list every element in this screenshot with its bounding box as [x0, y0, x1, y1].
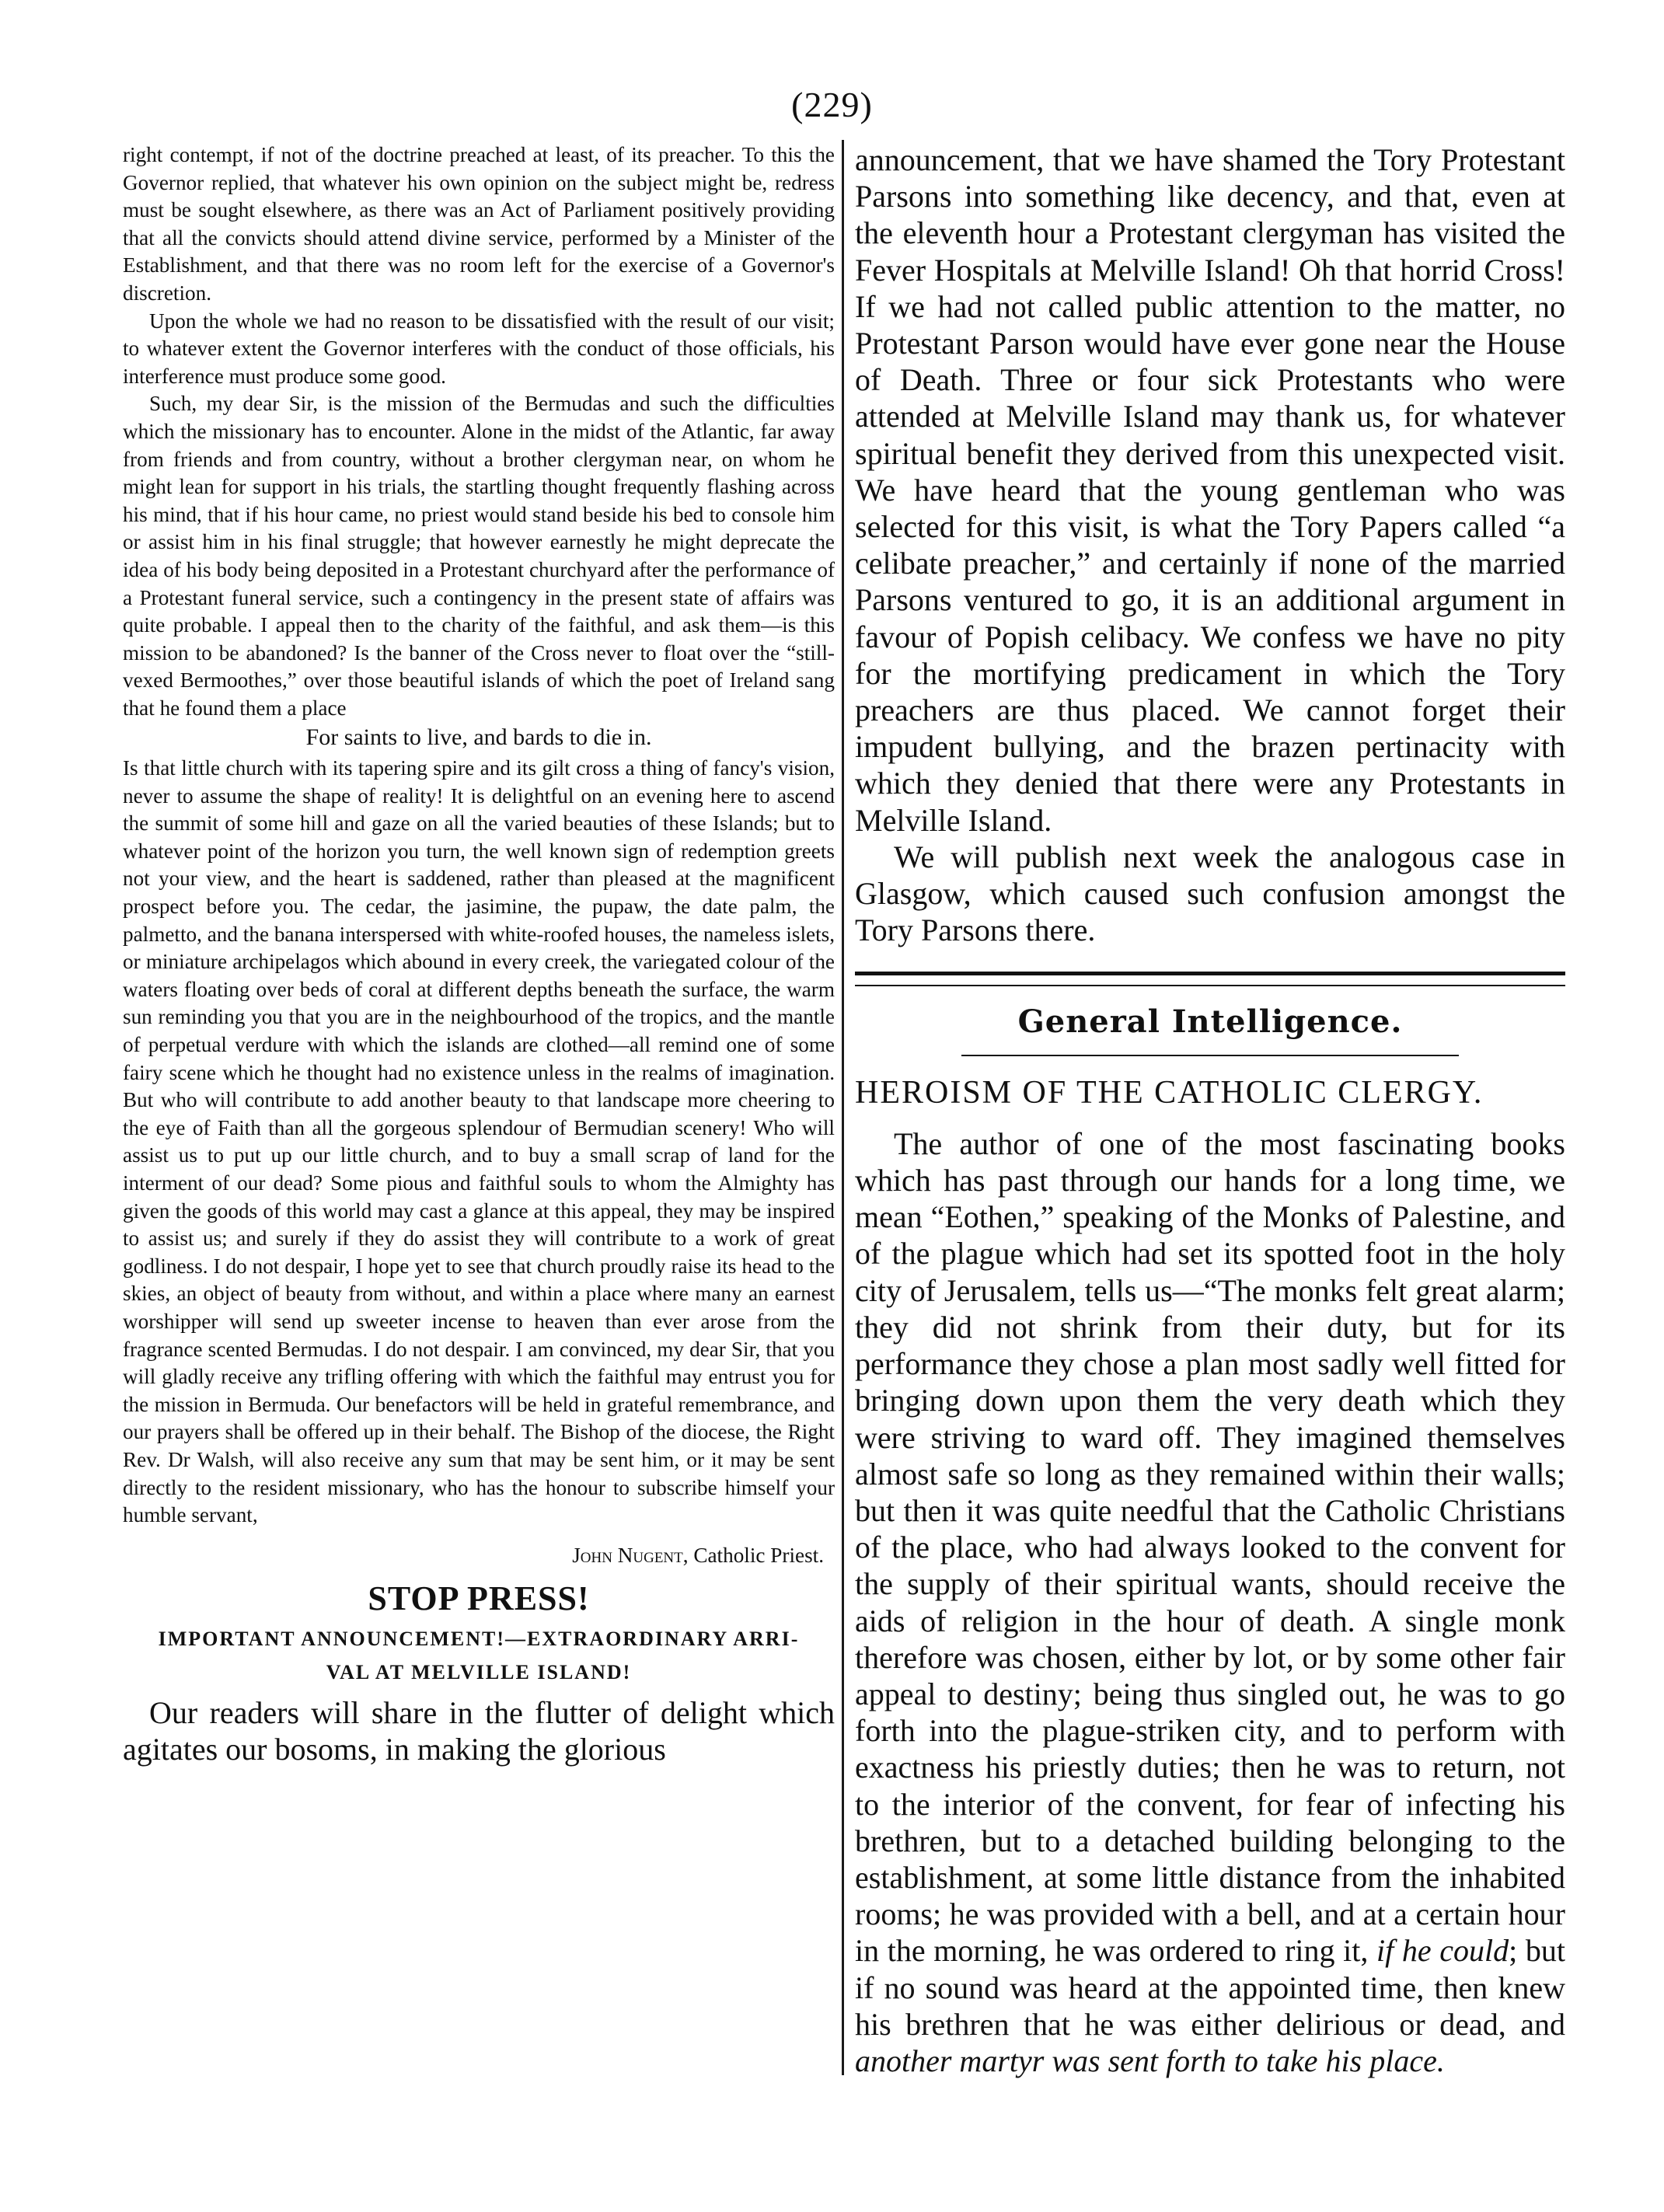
paragraph: Is that little church with its tapering spire and its gilt cross a thing of fancy's vision, never to assume the shape of reality! It is delightful on an evening here to ascend the summit of some hill and gaze on all the varied beauties of these Islands; but to whatever point of the horizon you turn, the well known sign of redemption greets not your view, and the heart is saddened, rather than pleased at the magnificent prospect before you. The cedar, the jasimine, the pupaw, the date palm, the palmetto, and the banana interspersed with white-roofed houses, the nameless islets, or miniature archipelagos which abound in every creek, the variegated colour of the waters floating over beds of coral at different depths beneath the surface, the warm sun reminding you that you are in the neighbourhood of the tropics, and the mantle of perpetual verdure with which the islands are clothed—all remind one of some fairy scene which he thought had no existence unless in the realms of imagination. But who will contribute to add another beauty to that landscape more cheering to the eye of Faith than all the gorgeous splendour of Bermudian scenery! Who will assist us to put up our little church, and to buy a small scrap of land for the interment of our dead? Some pious and faithful souls to whom the Almighty has given the goods of this world may cast a glance at this appeal, they may be inspired to assist us; and surely if they do assist they will contribute to a work of great godliness. I do not despair, I hope yet to see that church proudly raise its head to the skies, an object of beauty from without, and within a place where many an earnest worshipper will send up sweeter incense to heaven than ever arose from the fragrance scented Bermudas. I do not despair. I am convinced, my dear Sir, that you will gladly receive any trifling offering with which the faithful may entrust you for the mission in Bermuda. Our benefactors will be held in grateful remembrance, and our prayers shall be offered up in their behalf. The Bishop of the diocese, the Right Rev. Dr Walsh, will also receive any sum that may be sent him, or it may be sent directly to the resident missionary, who has the honour to subscribe himself your humble servant, [123, 756, 835, 1527]
article-body [855, 1125, 1565, 2079]
article-italic: if he could [1376, 1933, 1509, 1969]
article-text: The author of one of the most fascinating books which has past through our hands for a long time, we mean “Eothen,” speaking of the Monks of Palestine, and of the plague which had set its spotted foot in the holy city of Jerusalem, tells us—“The monks felt great alarm; they did not shrink from their duty, but for its performance they chose a plan most sadly well fitted for bringing down upon them the very death which they were striving to ward off. They imagined themselves almost safe so long as they remained within their walls; but then it was quite needful that the Catholic Christians of the place, who had always looked to the convent for the supply of their spiritual wants, should receive the aids of religion in the hour of death. A single monk therefore was chosen, either by lot, or by some other fair appeal to destiny; being thus singled out, he was to go forth into the plague-striken city, and to perform with exactness his priestly duties; then he was to return, not to the interior of the convent, for fear of infecting his brethren, but to a detached building belonging to the establishment, at some little distance from the inhabited rooms; he was provided with a bell, and at a certain hour in the morning, he was ordered to ring it, [855, 1125, 1565, 1969]
page-number: (229) [791, 85, 873, 124]
title-underline [961, 1055, 1459, 1056]
paragraph: We will publish next week the analogous case in Glasgow, which caused such confusion amongst the Tory Parsons there. [855, 839, 1565, 948]
column-divider [842, 140, 844, 2075]
article-title: HEROISM OF THE CATHOLIC CLERGY. [855, 1074, 1484, 1111]
signature [123, 1542, 824, 1570]
stop-press-subtitle-continued: VAL AT MELVILLE ISLAND! [326, 1661, 632, 1684]
left-column [123, 141, 835, 1767]
paragraph: announcement, that we have shamed the Tory Protestant Parsons into something like decency, and that, even at the eleventh hour a Protestant clergyman has visited the Fever Hospitals at Melville Island! Oh that horrid Cross! If we had not called public attention to the matter, no Protestant Parson would have ever gone near the House of Death. Three or four sick Protestants who were attended at Melville Island may thank us, for whatever spiritual benefit they derived from this unexpected visit. We have heard that the young gentleman who was selected for this visit, is what the Tory Papers called “a celibate preacher,” and certainly if none of the married Parsons ventured to go, it is an additional argument in favour of Popish celibacy. We confess we have no pity for the mortifying predicament in which the Tory preachers are thus placed. We cannot forget their impudent bullying, and the brazen pertinacity with which they denied that there were any Protestants in Melville Island. [855, 142, 1565, 838]
right-column [855, 141, 1565, 2079]
section-title: General Intelligence. [1017, 1003, 1403, 1041]
stop-press-subtitle: IMPORTANT ANNOUNCEMENT!—EXTRAORDINARY ARRI- [158, 1627, 800, 1650]
paragraph: Upon the whole we had no reason to be dissatisfied with the result of our visit; to whatever extent the Governor interferes with the conduct of those officials, his interference must produce some good. [123, 309, 835, 388]
paragraph: right contempt, if not of the doctrine preached at least, of its preacher. To this the Governor replied, that whatever his own opinion on the subject might be, redress must be sought elsewhere, as there was an Act of Parliament positively providing that all the convicts should attend divine service, performed by a Minister of the Establishment, and that there was no room left for the exercise of a Governor's discretion. [123, 143, 835, 305]
poem-quote: For saints to live, and bards to die in. [305, 724, 652, 751]
paragraph: Such, my dear Sir, is the mission of the Bermudas and such the difficulties which the missionary has to encounter. Alone in the midst of the Atlantic, far away from friends and from country, without a brother clergyman near, on whom he might lean for support in his trials, the startling thought frequently flashing across his mind, that if his hour came, no priest would stand beside his bed to console him or assist him in his final struggle; that however earnestly he might deprecate the idea of his body being deposited in a Protestant churchyard after the performance of a Protestant funeral service, such a contingency in the present state of affairs was quite probable. I appeal then to the charity of the faithful, and ask them—is this mission to be abandoned? Is the banner of the Cross never to float over the “still-vexed Bermoothes,” over those beautiful islands of which the poet of Ireland sang that he found them a place [123, 392, 835, 720]
signature-title: , Catholic Priest. [682, 1543, 824, 1567]
stop-press-title: STOP PRESS! [368, 1579, 590, 1618]
signature-name: John Nugent [572, 1543, 683, 1567]
article-italic-ending: another martyr was sent forth to take his place. [855, 2043, 1445, 2078]
stop-press-text: Our readers will share in the flutter of delight which agitates our bosoms, in making the glorious [123, 1695, 835, 1767]
section-divider [855, 972, 1565, 986]
article-text-continued: ; but if no sound was heard at the appointed time, then knew his brethren that he was either delirious or dead, and [855, 1933, 1565, 2042]
